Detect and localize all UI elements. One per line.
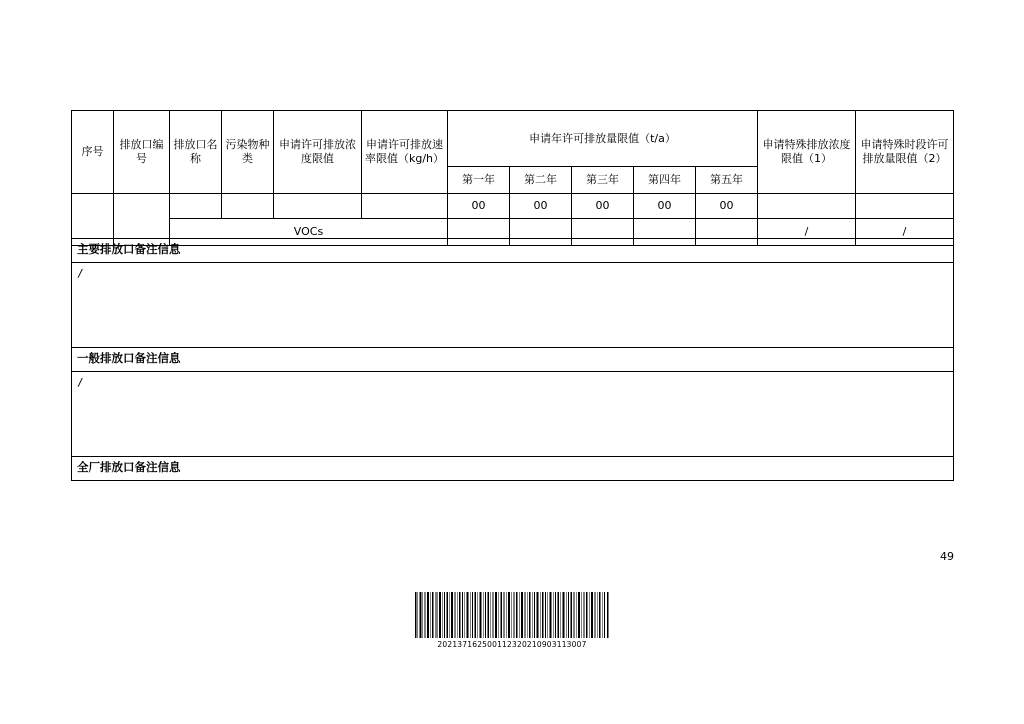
cell-pollutant-type [222,194,274,219]
remark-title-main-outlet: 主要排放口备注信息 [72,239,953,263]
table-row [72,194,954,219]
barcode-caption: 202137162500112320210903113007 [437,640,587,649]
barcode-block [0,592,1024,649]
header-year-5: 第五年 [696,167,758,194]
header-special-period: 申请特殊时段许可排放量限值（2） [856,111,954,194]
cell-year-4: 00 [634,194,696,219]
cell-year-5: 00 [696,194,758,219]
header-year-3: 第三年 [572,167,634,194]
header-annual-group: 申请年许可排放量限值（t/a） [448,111,758,167]
cell-special-concentration: / [758,219,856,246]
header-special-concentration: 申请特殊排放浓度限值（1） [758,111,856,194]
cell-concentration-limit [274,194,362,219]
header-pollutant-type: 污染物种类 [222,111,274,194]
page-number: 49 [940,550,954,563]
header-seq: 序号 [72,111,114,194]
cell-year-2: 00 [510,194,572,219]
remark-body-general-outlet: / [72,372,953,457]
remarks-section [71,238,954,481]
cell-special-concentration [758,194,856,219]
cell-rate-limit [362,194,448,219]
remark-title-plant-outlet: 全厂排放口备注信息 [77,460,181,474]
header-year-4: 第四年 [634,167,696,194]
cell-outlet-name [170,194,222,219]
remark-title-general-outlet: 一般排放口备注信息 [72,348,953,372]
cell-pollutant-merged: VOCs [170,219,448,246]
cell-special-period [856,194,954,219]
header-rate-limit: 申请许可排放速率限值（kg/h） [362,111,448,194]
header-year-2: 第二年 [510,167,572,194]
remark-body-main-outlet: / [72,263,953,348]
header-concentration-limit: 申请许可排放浓度限值 [274,111,362,194]
header-outlet-name: 排放口名称 [170,111,222,194]
header-outlet-code: 排放口编号 [114,111,170,194]
cell-year-1: 00 [448,194,510,219]
cell-special-period: / [856,219,954,246]
emission-limits-table [71,110,954,246]
cell-year-3: 00 [572,194,634,219]
barcode-image [415,592,610,638]
header-year-1: 第一年 [448,167,510,194]
